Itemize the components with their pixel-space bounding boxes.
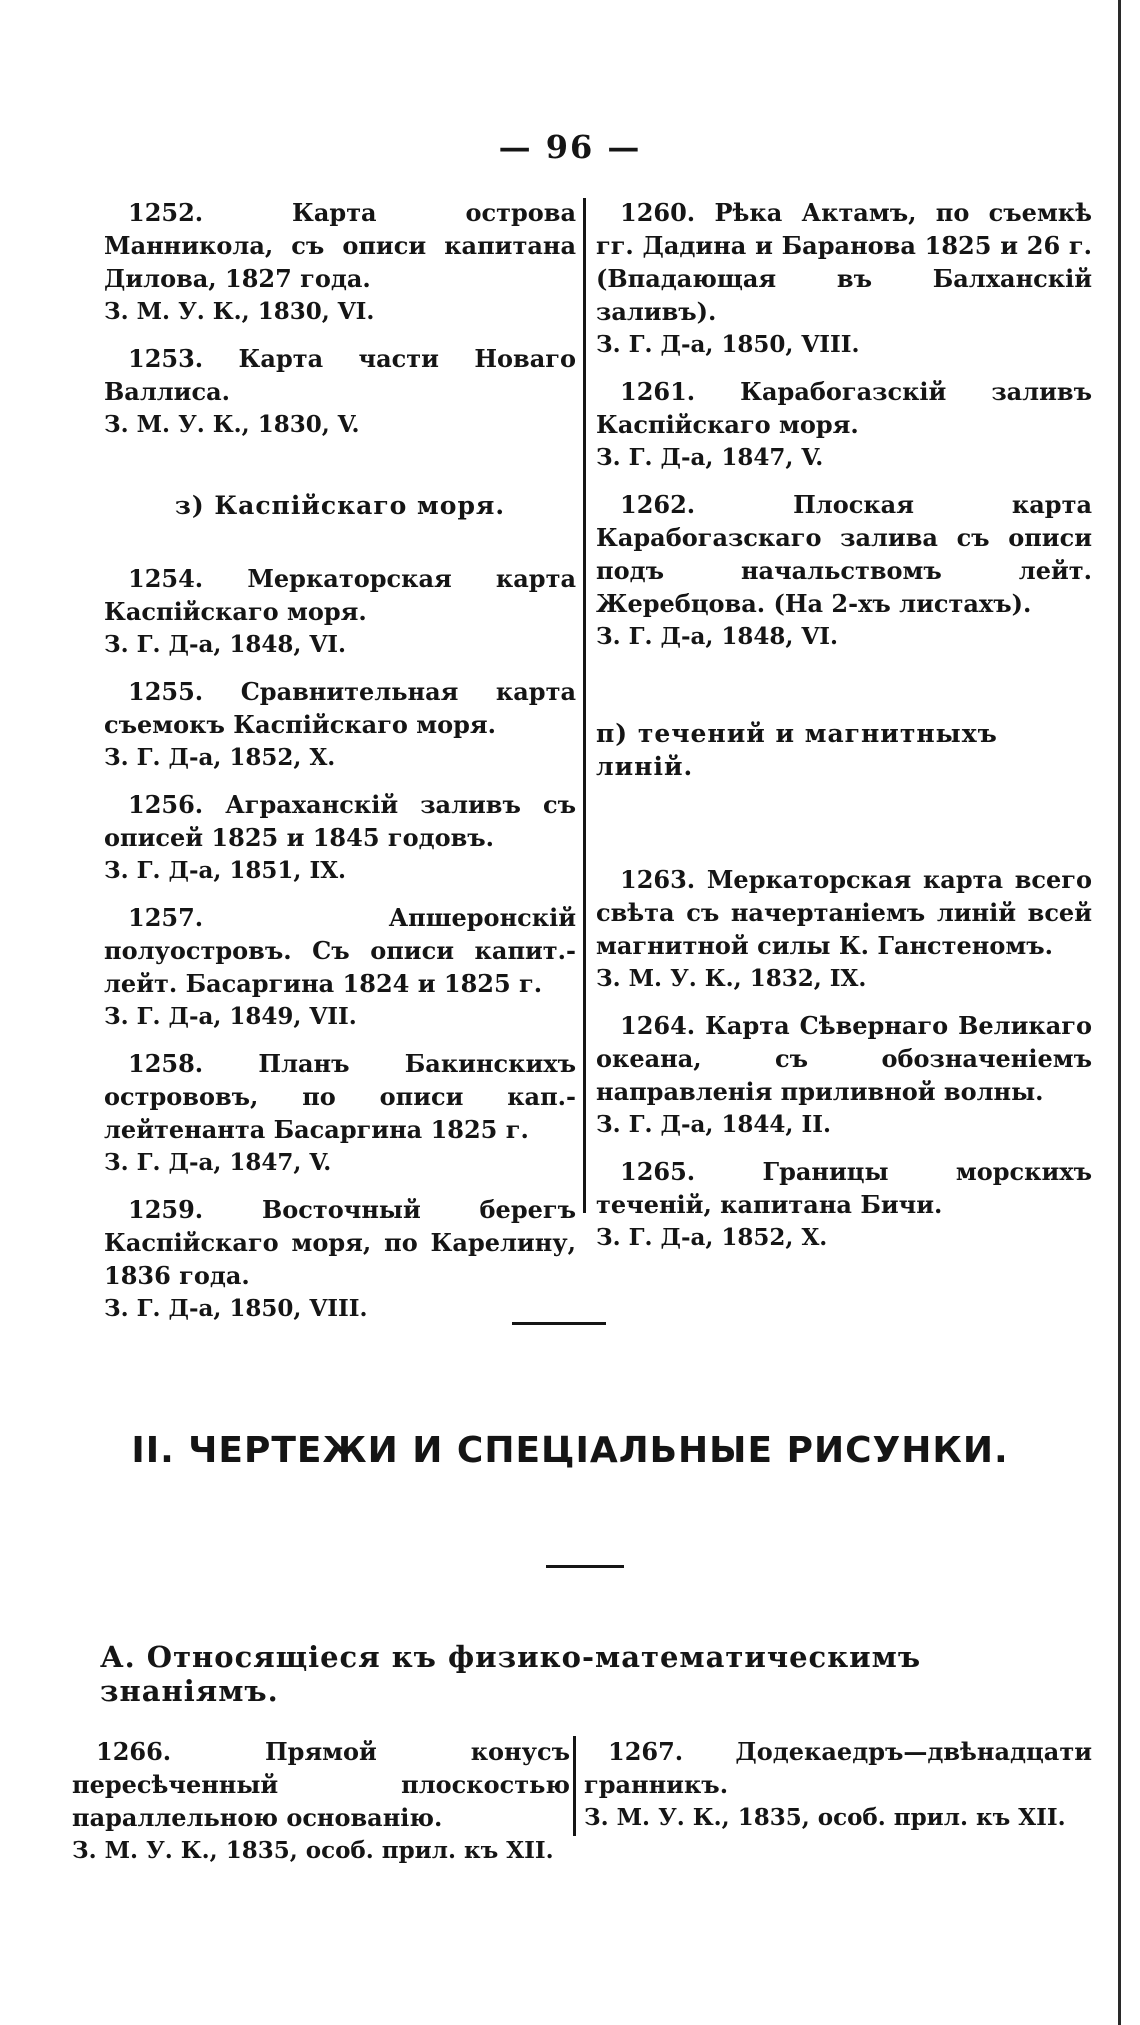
catalog-entry xyxy=(104,788,576,887)
entry-title: 1256. Аграханскій заливъ съ описей 1825 и 1845 годовъ. xyxy=(104,790,576,852)
right-column xyxy=(596,196,1092,1268)
left-column xyxy=(104,196,576,1339)
entry-title: 1255. Сравнительная карта съемокъ Каспійскаго моря. xyxy=(104,677,576,739)
entry-title: 1266. Прямой конусъ пересѣченный плоскостью параллельною основанію. xyxy=(72,1737,570,1832)
entry-reference: З. Г. Д-а, 1847, V. xyxy=(596,444,824,471)
subheading-currents-magnetic-lines: п) течений и магнитныхъ линій. xyxy=(596,719,998,781)
catalog-entry xyxy=(104,1047,576,1179)
entry-title: 1261. Карабогазскій заливъ Каспійскаго моря. xyxy=(596,377,1092,439)
entry-title: 1257. Апшеронскій полуостровъ. Съ описи капит.-лейт. Басаргина 1824 и 1825 г. xyxy=(104,903,576,998)
entry-reference: З. М. У. К., 1830, VI. xyxy=(104,298,375,325)
entry-reference: З. Г. Д-а, 1848, VI. xyxy=(104,631,347,658)
entry-title: 1253. Карта части Новаго Валлиса. xyxy=(104,344,576,406)
catalog-entry xyxy=(104,196,576,328)
entry-reference: З. Г. Д-а, 1851, IX. xyxy=(104,857,347,884)
catalog-entry xyxy=(596,1009,1092,1141)
catalog-entry xyxy=(104,342,576,441)
entry-reference: З. Г. Д-а, 1844, II. xyxy=(596,1111,831,1138)
catalog-entry xyxy=(596,375,1092,474)
subsection-title: А. Относящіеся къ физико-математическимъ знаніямъ. xyxy=(100,1640,922,1708)
subheading-caspian-sea: з) Каспійскаго моря. xyxy=(174,491,506,520)
entry-title: 1262. Плоская карта Карабогазскаго залива съ описи подъ начальствомъ лейт. Жеребцова. (На 2-хъ листахъ). xyxy=(596,490,1092,618)
page-edge-line xyxy=(1118,0,1121,2025)
catalog-entry xyxy=(596,863,1092,995)
subsection-divider-rule xyxy=(546,1565,624,1568)
section-divider-rule xyxy=(512,1322,606,1325)
entry-reference: З. М. У. К., 1835, особ. прил. къ XII. xyxy=(72,1837,554,1864)
bottom-right-column xyxy=(584,1735,1092,1848)
column-divider-top xyxy=(583,198,586,1213)
catalog-entry xyxy=(596,1155,1092,1254)
entry-title: 1260. Рѣка Актамъ, по съемкѣ гг. Дадина и Баранова 1825 и 26 г. (Впадающая въ Балханскій заливъ). xyxy=(596,198,1092,326)
entry-reference: З. Г. Д-а, 1852, X. xyxy=(596,1224,828,1251)
page-number: — 96 — xyxy=(498,128,642,166)
section-title: II. ЧЕРТЕЖИ И СПЕЦІАЛЬНЫЕ РИСУНКИ. xyxy=(131,1430,1009,1471)
catalog-entry xyxy=(596,196,1092,361)
entry-title: 1267. Додекаедръ—двѣнадцати гранникъ. xyxy=(584,1737,1092,1799)
catalog-entry xyxy=(584,1735,1092,1834)
entry-reference: З. М. У. К., 1832, IX. xyxy=(596,965,867,992)
entry-reference: З. М. У. К., 1830, V. xyxy=(104,411,360,438)
entry-reference: З. Г. Д-а, 1852, X. xyxy=(104,744,336,771)
entry-title: 1265. Границы морскихъ теченій, капитана Бичи. xyxy=(596,1157,1092,1219)
entry-title: 1254. Меркаторская карта Каспійскаго моря. xyxy=(104,564,576,626)
catalog-entry xyxy=(104,675,576,774)
catalog-entry xyxy=(104,1193,576,1325)
column-divider-bottom xyxy=(573,1736,576,1836)
catalog-entry xyxy=(596,488,1092,653)
entry-reference: З. Г. Д-а, 1847, V. xyxy=(104,1149,332,1176)
entry-reference: З. М. У. К., 1835, особ. прил. къ XII. xyxy=(584,1804,1066,1831)
bottom-left-column xyxy=(72,1735,570,1881)
entry-title: 1259. Восточный берегъ Каспійскаго моря, по Карелину, 1836 года. xyxy=(104,1195,576,1290)
entry-reference: З. Г. Д-а, 1850, VIII. xyxy=(596,331,860,358)
catalog-entry xyxy=(104,901,576,1033)
catalog-entry xyxy=(104,562,576,661)
entry-title: 1264. Карта Сѣвернаго Великаго океана, съ обозначеніемъ направленія приливной волны. xyxy=(596,1011,1092,1106)
entry-reference: З. Г. Д-а, 1850, VIII. xyxy=(104,1295,368,1322)
entry-title: 1252. Карта острова Манникола, съ описи капитана Дилова, 1827 года. xyxy=(104,198,576,293)
entry-title: 1263. Меркаторская карта всего свѣта съ начертаніемъ линій всей магнитной силы К. Ганстеномъ. xyxy=(596,865,1092,960)
entry-reference: З. Г. Д-а, 1849, VII. xyxy=(104,1003,357,1030)
catalog-entry xyxy=(72,1735,570,1867)
entry-title: 1258. Планъ Бакинскихъ острововъ, по описи кап.-лейтенанта Басаргина 1825 г. xyxy=(104,1049,576,1144)
entry-reference: З. Г. Д-а, 1848, VI. xyxy=(596,623,839,650)
